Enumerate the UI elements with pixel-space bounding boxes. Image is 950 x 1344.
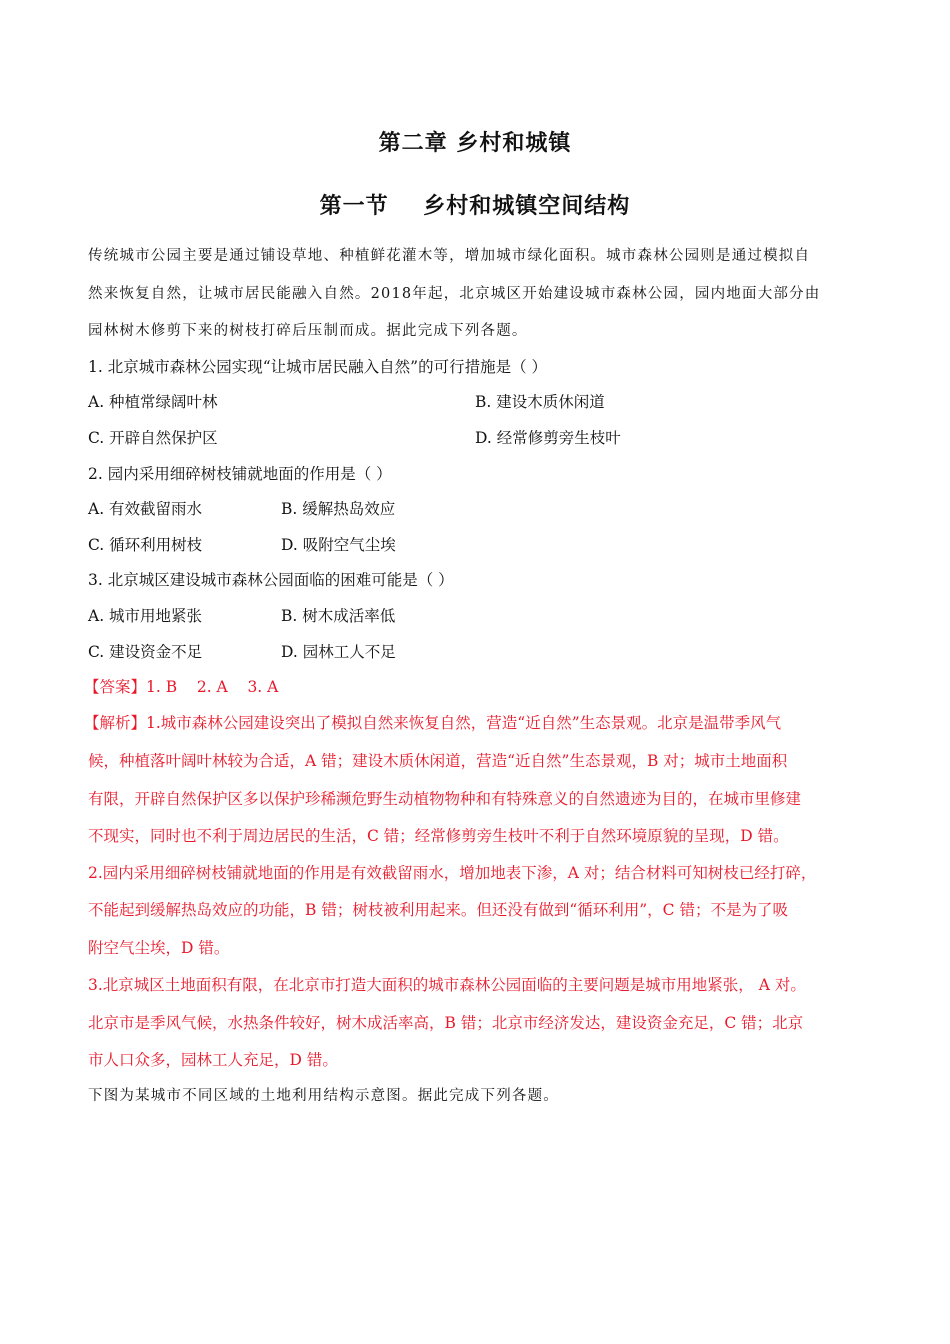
analysis-line: 附空气尘埃，D 错。 bbox=[88, 939, 230, 957]
answer-line bbox=[84, 677, 874, 697]
question-3-option-d: D. 园林工人不足 bbox=[281, 643, 396, 661]
analysis-line bbox=[84, 713, 874, 733]
intro-line: 传统城市公园主要是通过铺设草地、种植鲜花灌木等，增加城市绿化面积。城市森林公园则是通过模拟自 bbox=[88, 248, 811, 264]
analysis-line: 有限，开辟自然保护区多以保护珍稀濒危野生动植物物种和有特殊意义的自然遗迹为目的，在城市里修建 bbox=[88, 790, 802, 808]
question-2-option-a: A. 有效截留雨水 bbox=[88, 500, 203, 518]
next-question-intro: 下图为某城市不同区域的土地利用结构示意图。据此完成下列各题。 bbox=[88, 1088, 559, 1104]
intro-line: 园林树木修剪下来的树枝打碎后压制而成。据此完成下列各题。 bbox=[88, 323, 528, 339]
analysis-line: 候，种植落叶阔叶林较为合适，A 错；建设木质休闲道，营造“近自然”生态景观，B 对；城市土地面积 bbox=[88, 752, 788, 770]
answer-value: 1. B 2. A 3. A bbox=[146, 678, 279, 696]
question-1-option-b: B. 建设木质休闲道 bbox=[475, 393, 605, 411]
chapter-title: 第二章 乡村和城镇 bbox=[378, 130, 572, 156]
section-title: 第一节 乡村和城镇空间结构 bbox=[319, 193, 631, 219]
analysis-line: 北京市是季风气候，水热条件较好，树木成活率高，B 错；北京市经济发达，建设资金充足，C 错；北京 bbox=[88, 1014, 804, 1032]
question-1-option-a: A. 种植常绿阔叶林 bbox=[88, 393, 218, 411]
question-3-option-b: B. 树木成活率低 bbox=[281, 607, 396, 625]
question-2-stem: 2. 园内采用细碎树枝铺就地面的作用是（ ） bbox=[88, 465, 392, 483]
analysis-line: 3.北京城区土地面积有限，在北京市打造大面积的城市森林公园面临的主要问题是城市用地紧张， A 对。 bbox=[88, 976, 806, 994]
answer-label: 【答案】 bbox=[84, 678, 147, 696]
question-3-stem: 3. 北京城区建设城市森林公园面临的困难可能是（ ） bbox=[88, 571, 454, 589]
question-3-option-a: A. 城市用地紧张 bbox=[88, 607, 203, 625]
analysis-line: 不能起到缓解热岛效应的功能，B 错；树枝被利用起来。但还没有做到“循环利用”，C 错；不是为了吸 bbox=[88, 901, 788, 919]
question-1-option-d: D. 经常修剪旁生枝叶 bbox=[475, 429, 621, 447]
question-3-option-c: C. 建设资金不足 bbox=[88, 643, 203, 661]
question-2-option-c: C. 循环利用树枝 bbox=[88, 536, 203, 554]
analysis-line: 不现实，同时也不利于周边居民的生活，C 错；经常修剪旁生枝叶不利于自然环境原貌的呈现，D 错。 bbox=[88, 827, 789, 845]
intro-line: 然来恢复自然，让城市居民能融入自然。2018年起，北京城区开始建设城市森林公园，园内地面大部分由 bbox=[88, 286, 821, 302]
analysis-text: 1.城市森林公园建设突出了模拟自然来恢复自然，营造“近自然”生态景观。北京是温带季风气 bbox=[146, 714, 782, 732]
question-1-stem: 1. 北京城市森林公园实现“让城市居民融入自然”的可行措施是（ ） bbox=[88, 358, 547, 376]
analysis-line: 2.园内采用细碎树枝铺就地面的作用是有效截留雨水，增加地表下渗，A 对；结合材料可知树枝已经打碎， bbox=[88, 864, 817, 882]
analysis-label: 【解析】 bbox=[84, 714, 147, 732]
question-2-option-d: D. 吸附空气尘埃 bbox=[281, 536, 396, 554]
question-2-option-b: B. 缓解热岛效应 bbox=[281, 500, 396, 518]
question-1-option-c: C. 开辟自然保护区 bbox=[88, 429, 218, 447]
analysis-line: 市人口众多，园林工人充足，D 错。 bbox=[88, 1051, 338, 1069]
